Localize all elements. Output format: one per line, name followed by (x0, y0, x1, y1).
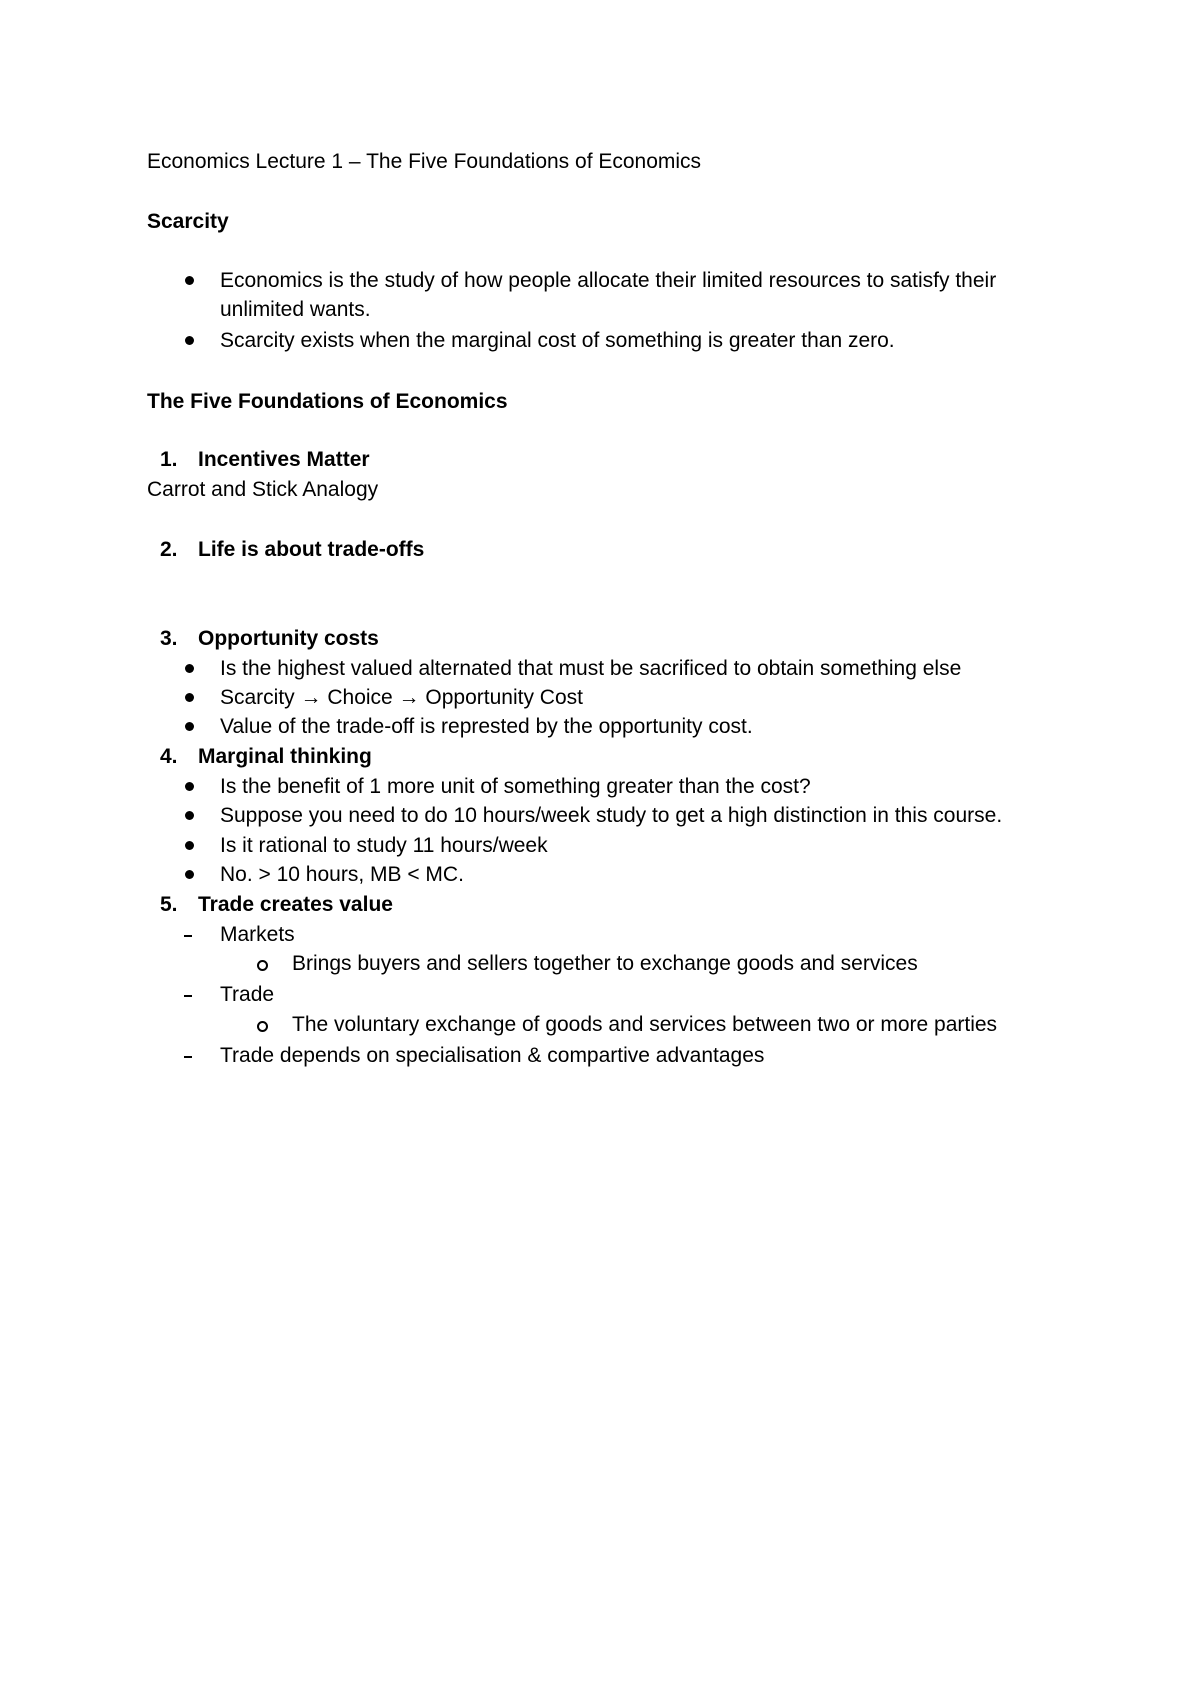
foundation-1-note: Carrot and Stick Analogy (147, 478, 379, 501)
bullet-icon (185, 782, 194, 791)
foundation-1-title: Incentives Matter (198, 448, 370, 471)
foundation-4-title: Marginal thinking (198, 745, 372, 768)
scarcity-bullet-1-continued: unlimited wants. (220, 298, 371, 321)
bullet-icon (185, 664, 194, 673)
foundation-5-point-1-sub: Brings buyers and sellers together to exchange goods and services (292, 952, 918, 975)
foundation-5-point-3: Trade depends on specialisation & compartive advantages (220, 1044, 765, 1067)
foundation-3-bullet-1: Is the highest valued alternated that must be sacrificed to obtain something else (220, 657, 962, 680)
document-title: Economics Lecture 1 – The Five Foundations of Economics (147, 150, 702, 173)
foundation-2-title: Life is about trade-offs (198, 538, 425, 561)
bullet-icon (185, 693, 194, 702)
circle-bullet-icon (257, 1021, 268, 1032)
bullet-icon (185, 276, 194, 285)
foundation-4-bullet-4: No. > 10 hours, MB < MC. (220, 863, 464, 886)
bullet-icon (185, 336, 194, 345)
dash-icon (184, 1056, 192, 1058)
foundation-3-title: Opportunity costs (198, 627, 379, 650)
bullet-icon (185, 841, 194, 850)
section-heading-scarcity: Scarcity (147, 210, 229, 233)
foundation-4-bullet-2: Suppose you need to do 10 hours/week study to get a high distinction in this course. (220, 804, 1003, 827)
bullet-icon (185, 811, 194, 820)
scarcity-bullet-1: Economics is the study of how people allocate their limited resources to satisfy their (220, 269, 997, 292)
item-number-5: 5. (160, 893, 178, 916)
foundation-5-point-2-sub: The voluntary exchange of goods and services between two or more parties (292, 1013, 998, 1036)
item-number-1: 1. (160, 448, 178, 471)
bullet-icon (185, 722, 194, 731)
foundation-4-bullet-1: Is the benefit of 1 more unit of something greater than the cost? (220, 775, 811, 798)
dash-icon (184, 935, 192, 937)
foundation-5-title: Trade creates value (198, 893, 393, 916)
scarcity-bullet-2: Scarcity exists when the marginal cost of something is greater than zero. (220, 329, 895, 352)
item-number-4: 4. (160, 745, 178, 768)
bullet-icon (185, 870, 194, 879)
item-number-3: 3. (160, 627, 178, 650)
foundation-3-bullet-3: Value of the trade-off is represted by the opportunity cost. (220, 715, 753, 738)
dash-icon (184, 995, 192, 997)
item-number-2: 2. (160, 538, 178, 561)
foundation-5-point-1: Markets (220, 923, 295, 946)
section-heading-foundations: The Five Foundations of Economics (147, 390, 508, 413)
foundation-5-point-2: Trade (220, 983, 275, 1006)
foundation-3-bullet-2: Scarcity → Choice → Opportunity Cost (220, 686, 583, 709)
circle-bullet-icon (257, 960, 268, 971)
foundation-4-bullet-3: Is it rational to study 11 hours/week (220, 834, 548, 857)
